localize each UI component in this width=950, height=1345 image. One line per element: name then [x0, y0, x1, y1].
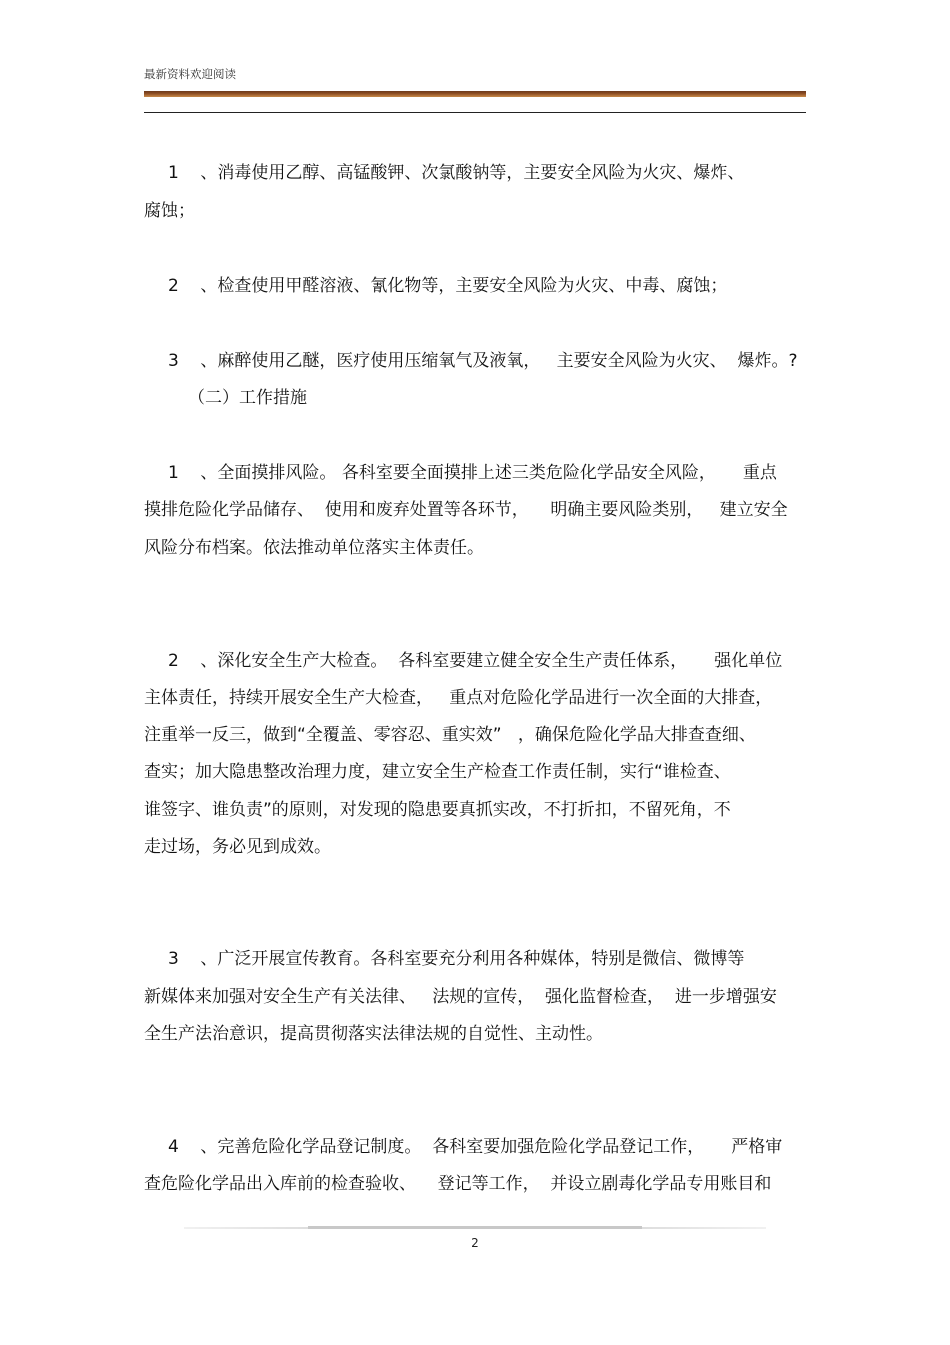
header-rule-thin: [144, 112, 806, 113]
body-line: 主体责任，持续开展安全生产大检查， 重点对危险化学品进行一次全面的大排查，: [144, 688, 773, 708]
footer-rule-accent: [308, 1226, 642, 1229]
body-line: 3 、麻醉使用乙醚，医疗使用压缩氧气及液氧， 主要安全风险为火灾、 爆炸。?: [168, 351, 798, 371]
body-line: 3 、广泛开展宣传教育。各科室要充分利用各种媒体，特别是微信、微博等: [168, 949, 745, 969]
section-heading: （二）工作措施: [188, 388, 307, 408]
body-line: 查实；加大隐患整改治理力度，建立安全生产检查工作责任制，实行“谁检查、: [144, 762, 731, 782]
body-line: 注重举一反三，做到“全覆盖、零容忍、重实效” ，确保危险化学品大排查查细、: [144, 725, 756, 745]
body-line: 新媒体来加强对安全生产有关法律、 法规的宣传， 强化监督检查， 进一步增强安: [144, 987, 777, 1007]
body-line: 摸排危险化学品储存、 使用和废弃处置等各环节， 明确主要风险类别， 建立安全: [144, 500, 788, 520]
page-number: 2: [471, 1236, 479, 1250]
body-line: 风险分布档案。依法推动单位落实主体责任。: [144, 538, 484, 558]
header-rule-thick: [144, 91, 806, 97]
header-text: 最新资料欢迎阅读: [144, 67, 236, 81]
body-line: 查危险化学品出入库前的检查验收、 登记等工作， 并设立剧毒化学品专用账目和: [144, 1174, 772, 1194]
body-line: 2 、检查使用甲醛溶液、氰化物等，主要安全风险为火灾、中毒、腐蚀；: [168, 276, 728, 296]
body-line: 腐蚀；: [144, 201, 195, 221]
body-line: 全生产法治意识，提高贯彻落实法律法规的自觉性、主动性。: [144, 1024, 603, 1044]
body-line: 4 、完善危险化学品登记制度。 各科室要加强危险化学品登记工作， 严格审: [168, 1137, 783, 1157]
body-line: 1 、全面摸排风险。 各科室要全面摸排上述三类危险化学品安全风险， 重点: [168, 463, 777, 483]
body-line: 走过场，务必见到成效。: [144, 837, 331, 857]
body-line: 2 、深化安全生产大检查。 各科室要建立健全安全生产责任体系， 强化单位: [168, 651, 783, 671]
body-line: 谁签字、谁负责”的原则，对发现的隐患要真抓实改，不打折扣，不留死角，不: [144, 800, 731, 820]
body-line: 1 、消毒使用乙醇、高锰酸钾、次氯酸钠等，主要安全风险为火灾、爆炸、: [168, 163, 745, 183]
